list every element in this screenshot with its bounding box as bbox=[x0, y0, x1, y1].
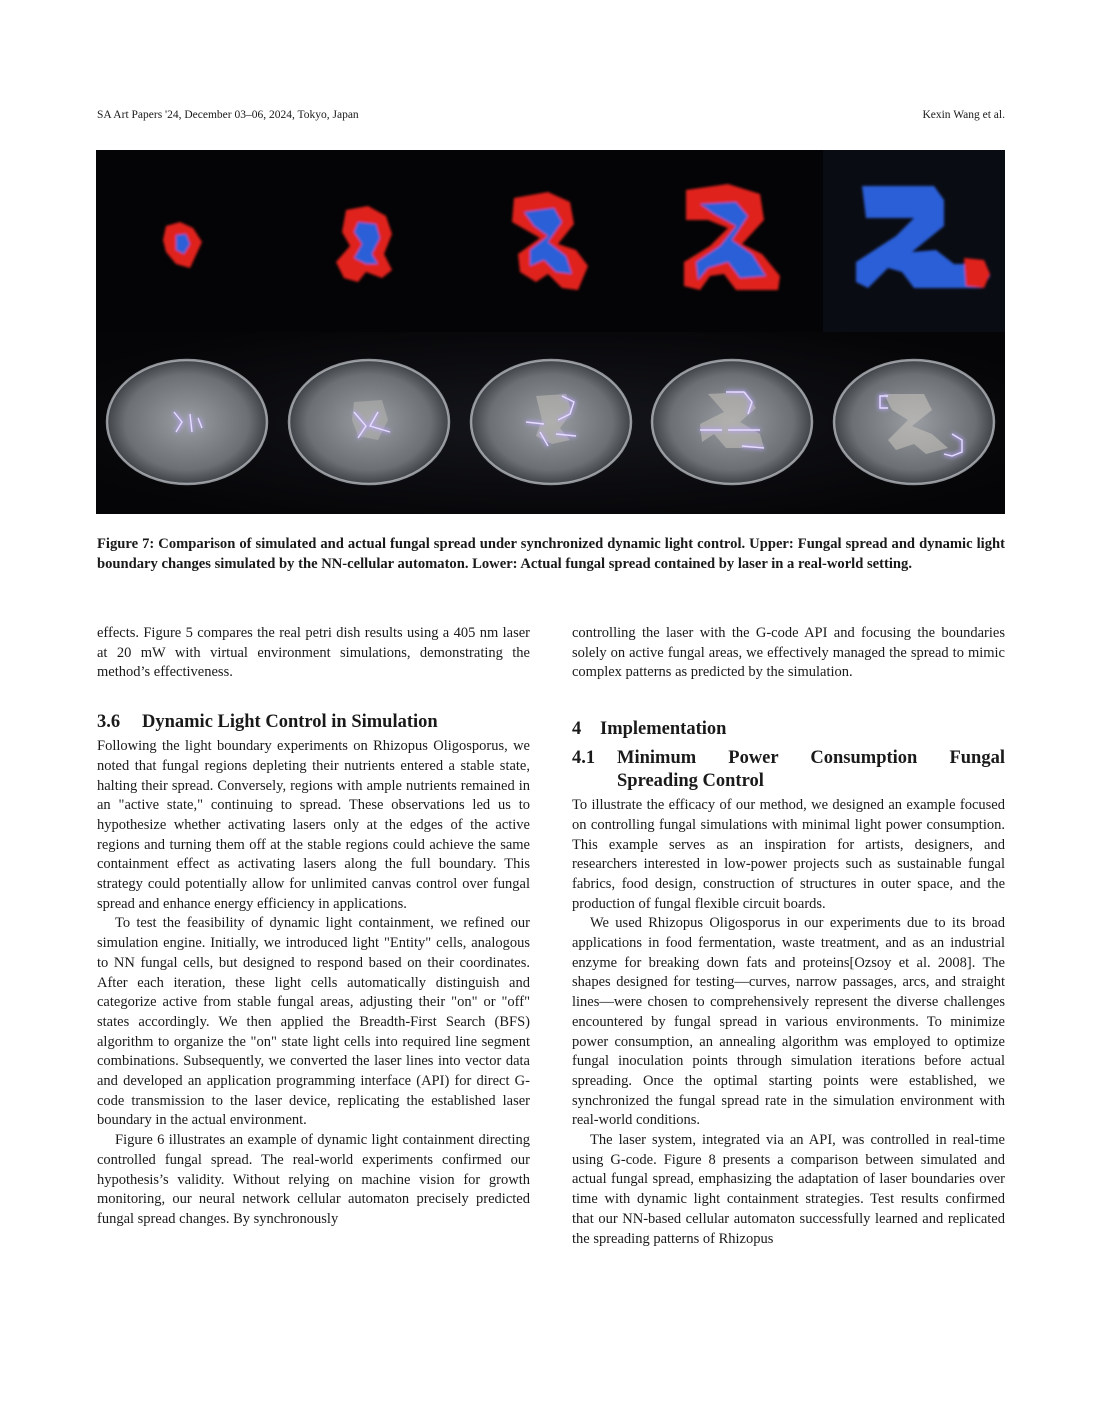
paragraph: The laser system, integrated via an API, was controlled in real-time using G-code. Figure 8 presents a comparison between simulated and actual fungal spread, emphasizing the adaptation of laser boundaries over time with dynamic light containment strategies. Test results confirmed that our NN-based cellular automaton successfully learned and replicated the spreading patterns of Rhizopus bbox=[572, 1132, 1005, 1247]
left-column bbox=[97, 624, 530, 1230]
section-heading-3-6 bbox=[97, 711, 530, 734]
header-conference: SA Art Papers '24, December 03–06, 2024, Tokyo, Japan bbox=[97, 109, 359, 121]
section-number: 3.6 bbox=[97, 712, 121, 733]
section-title: Minimum Power Consumption Fungal Spreading Control bbox=[617, 748, 1005, 792]
section-heading-4-1 bbox=[572, 747, 1005, 793]
paragraph: To illustrate the efficacy of our method, we designed an example focused on controlling fungal simulations with minimal light power consumption. This example serves as an inspiration for artists, designers, and researchers interested in low-power projects such as sustainable fungal fabrics, food design, construction of structures in outer space, and the production of fungal flexible circuit boards. bbox=[572, 797, 1005, 912]
petri-dish-5 bbox=[834, 360, 994, 484]
figure-caption: Figure 7: Comparison of simulated and actual fungal spread under synchronized dynamic light control. Upper: Fungal spread and dynamic light boundary changes simulated by the NN-cellular automaton. Lower: Actual fungal spread contained by laser in a real-world setting. bbox=[97, 536, 1005, 572]
paragraph: We used Rhizopus Oligosporus in our experiments due to its broad applications in food fermentation, waste treatment, and as an industrial enzyme for breaking down fats and proteins[Ozsoy et al. 2008]. The shapes designed for testing—curves, narrow passages, arcs, and straight lines—were chosen to comprehensively represent the diverse challenges encountered by fungal spread in various environments. To minimize power consumption, an annealing algorithm was employed to optimize fungal inoculation points through simulation iterations before actual spreading. Once the optimal starting points were established, we synchronized the fungal spread rate in the simulation environment with real-world conditions. bbox=[572, 915, 1005, 1129]
right-column bbox=[572, 624, 1005, 1249]
running-header bbox=[97, 109, 1005, 121]
simulation-row bbox=[96, 150, 1005, 332]
paragraph: Figure 6 illustrates an example of dynamic light containment directing controlled fungal spread. The real-world experiments confirmed our hypothesis’s validity. Without relying on machine vision for growth monitoring, our neural network cellular automaton precisely predicted fungal spread changes. By synchronously bbox=[97, 1132, 530, 1227]
section-number: 4 bbox=[572, 719, 582, 740]
figure-7-image bbox=[96, 150, 1005, 514]
petri-dish-4 bbox=[652, 360, 812, 484]
petri-dish-3 bbox=[471, 360, 631, 484]
section-title: Dynamic Light Control in Simulation bbox=[142, 712, 438, 733]
paragraph: effects. Figure 5 compares the real petri dish results using a 405 nm laser at 20 mW with virtual environment simulations, demonstrating the method’s effectiveness. bbox=[97, 625, 530, 681]
petri-dish-1 bbox=[107, 360, 267, 484]
paragraph: controlling the laser with the G-code API and focusing the boundaries solely on active fungal areas, we effectively managed the spread to mimic complex patterns as predicted by the simulation. bbox=[572, 625, 1005, 681]
petri-dish-row bbox=[96, 332, 1005, 514]
section-title: Implementation bbox=[600, 719, 727, 740]
paragraph: Following the light boundary experiments on Rhizopus Oligosporus, we noted that fungal regions depleting their nutrients entered a stable state, halting their spread. Conversely, regions with ample nutrients remained in an "active state," continuing to spread. These observations led us to hypothesize whether activating lasers only at the edges of the active regions and turning them off at the stable regions could achieve the same containment effect as activating lasers along the full boundary. This strategy could potentially allow for unlimited canvas control over fungal spread and enhance energy efficiency in applications. bbox=[97, 738, 530, 912]
paragraph: To test the feasibility of dynamic light containment, we refined our simulation engine. Initially, we introduced light "Entity" cells, analogous to NN fungal cells, but designed to respond based on their coordinates. After each iteration, these light cells automatically distinguish and categorize active from stable fungal areas, adjusting their "on" or "off" states accordingly. We then applied the Breadth-First Search (BFS) algorithm to organize the "on" state light cells into required line segment combinations. Subsequently, we converted the laser lines into vector data and developed an application programming interface (API) for direct G-code transmission to the laser device, replicating the established laser boundary in the actual environment. bbox=[97, 915, 530, 1129]
figure-7-panels bbox=[96, 150, 1005, 514]
section-number: 4.1 bbox=[572, 748, 596, 769]
header-authors: Kexin Wang et al. bbox=[922, 109, 1005, 121]
section-heading-4 bbox=[572, 718, 1005, 741]
petri-dish-2 bbox=[289, 360, 449, 484]
